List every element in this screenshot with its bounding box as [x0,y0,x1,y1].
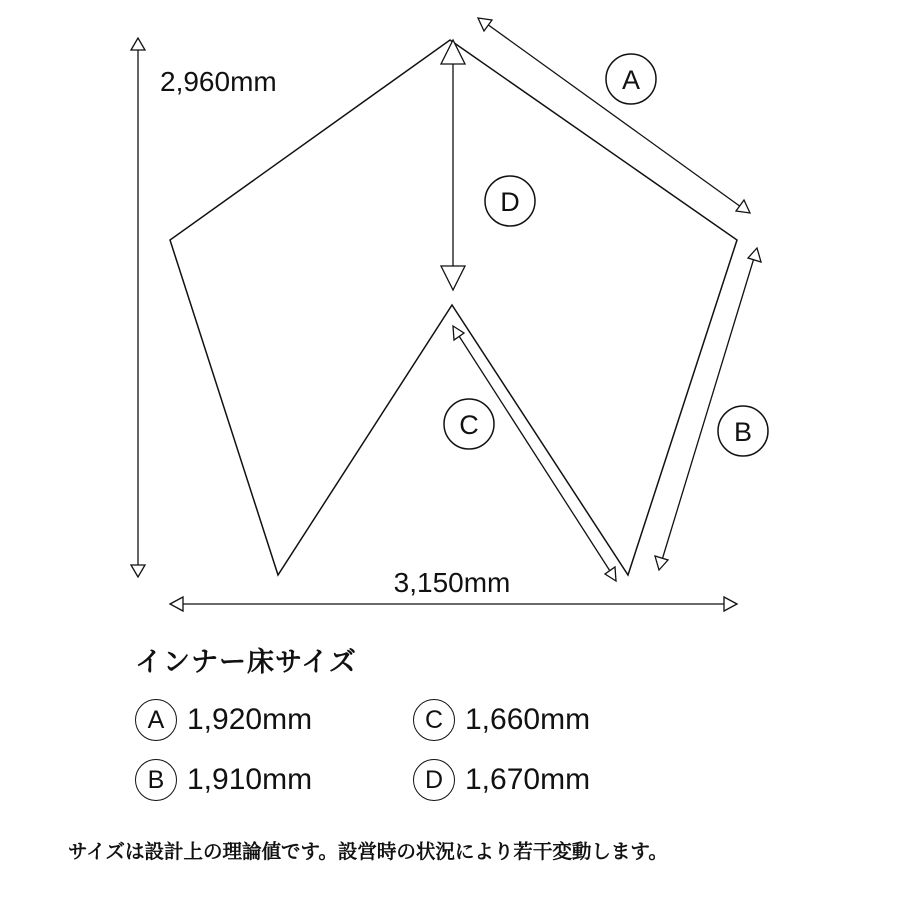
height-label: 2,960mm [160,66,277,97]
legend-value-b: 1,910mm [187,763,313,796]
width-dimension [170,597,737,611]
legend-item-b [135,757,413,803]
height-dimension [131,38,145,577]
marker-b-label: B [733,417,753,447]
d-dimension [441,40,465,290]
legend-item-a [135,697,413,743]
legend-value-a: 1,920mm [187,703,313,736]
legend-value-c: 1,660mm [465,703,591,736]
legend-value-d: 1,670mm [465,763,591,796]
size-note: サイズは設計上の理論値です。設営時の状況により若干変動します。 [68,840,668,863]
width-label: 3,150mm [393,567,511,598]
legend-grid [135,697,835,803]
size-legend [135,640,835,803]
marker-c-label: C [459,410,479,440]
legend-item-c [413,697,693,743]
legend-title: インナー床サイズ [135,647,357,678]
marker-a-label: A [621,65,641,95]
legend-badge-b: B [135,759,177,801]
legend-badge-d: D [413,759,455,801]
c-dimension [453,326,616,581]
marker-d-label: D [500,187,520,217]
legend-badge-c: C [413,699,455,741]
legend-item-d [413,757,693,803]
legend-badge-a: A [135,699,177,741]
